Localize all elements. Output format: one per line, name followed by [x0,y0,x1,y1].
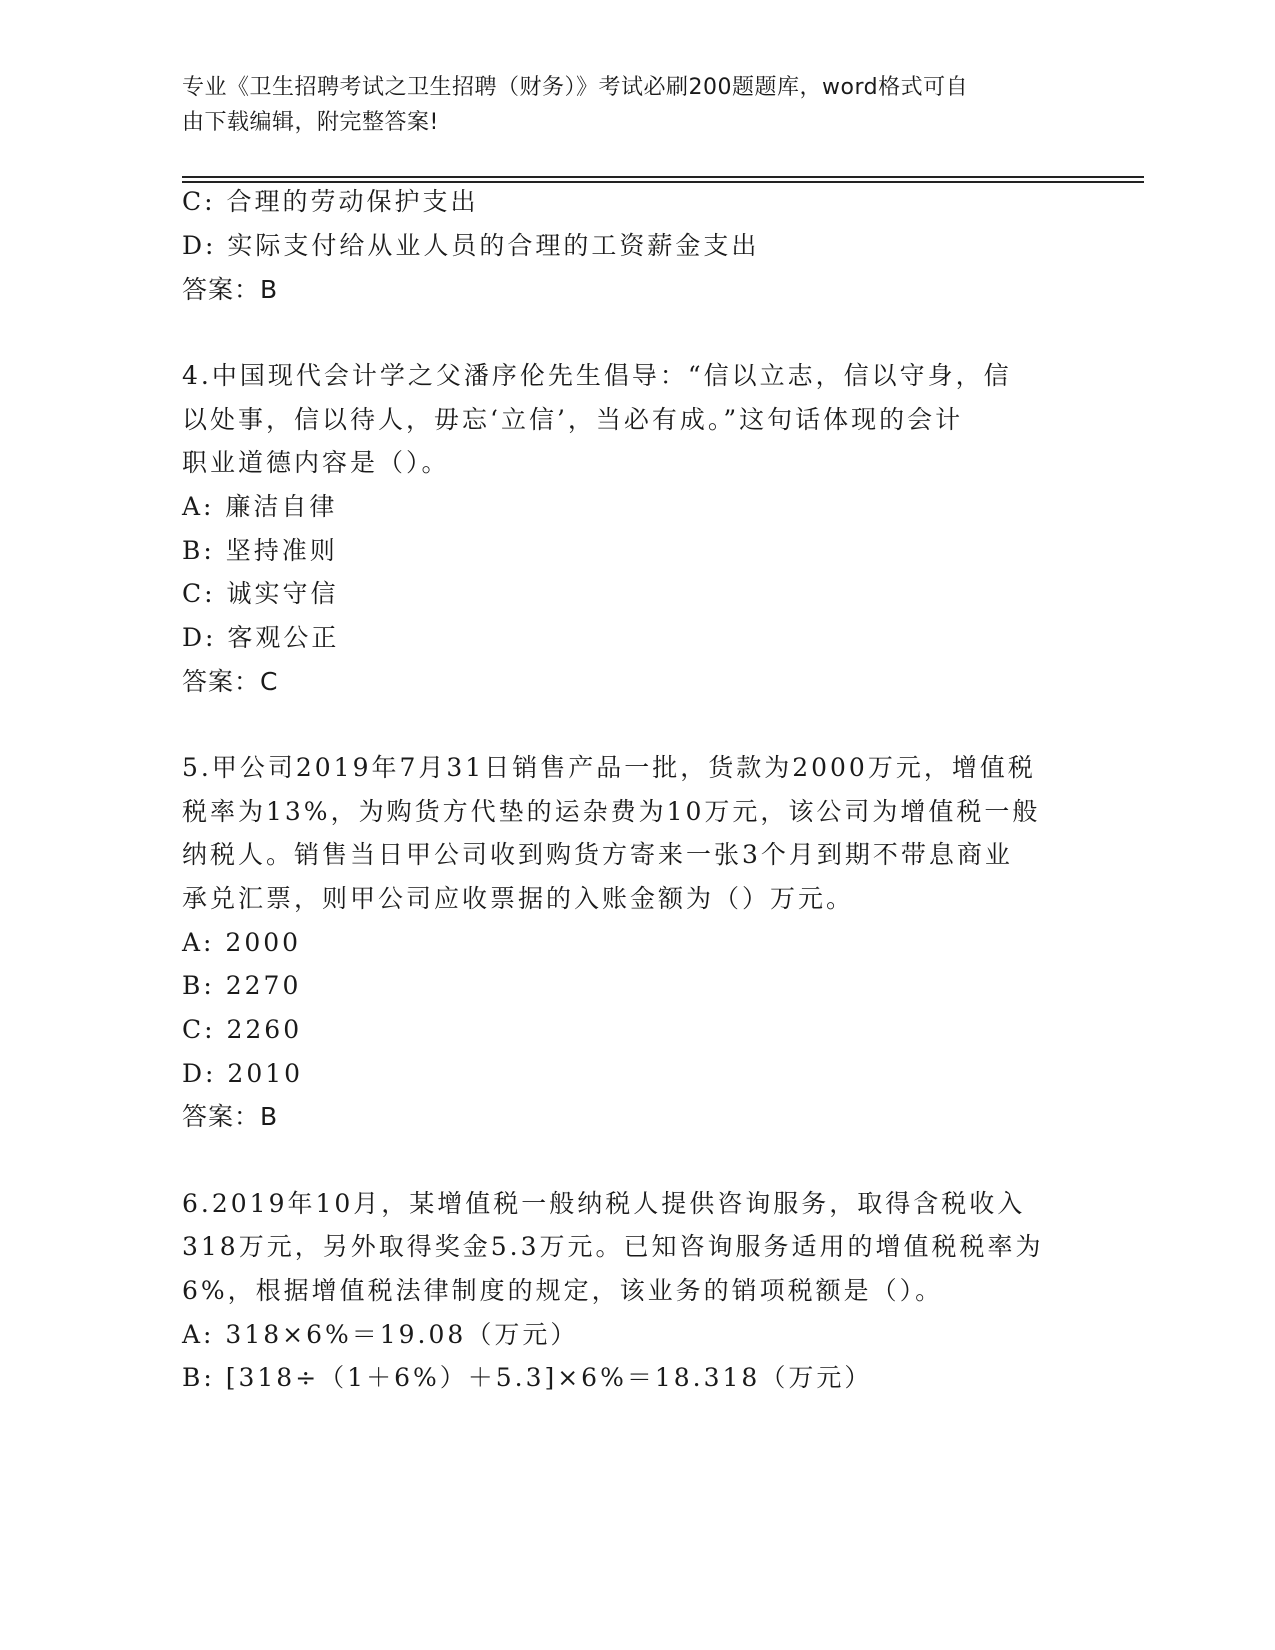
option-d: D: 2010 [182,1059,304,1088]
option-c: C: 诚实守信 [182,579,339,608]
question-text: 纳税人。销售当日甲公司收到购货方寄来一张3个月到期不带息商业 [182,840,1013,869]
question-text: 承兑汇票，则甲公司应收票据的入账金额为（）万元。 [182,884,855,913]
header-line: 专业《卫生招聘考试之卫生招聘（财务）》考试必刷200题题库，word格式可自 [182,75,969,100]
header-divider [182,176,1144,178]
option-c: C: 合理的劳动保护支出 [182,187,479,216]
question-text: 6.2019年10月，某增值税一般纳税人提供咨询服务，取得含税收入 [182,1189,1026,1218]
option-c: C: 2260 [182,1015,303,1044]
question-text: 6%，根据增值税法律制度的规定，该业务的销项税额是（）。 [182,1276,944,1305]
question-text: 5.甲公司2019年7月31日销售产品一批，货款为2000万元，增值税 [182,753,1036,782]
option-b: B: [318÷（1＋6%）＋5.3]×6%＝18.318（万元） [182,1363,873,1392]
question-text: 职业道德内容是（）。 [182,448,450,477]
option-a: A: 廉洁自律 [182,492,338,521]
option-b: B: 坚持准则 [182,536,338,565]
answer: 答案：B [182,1102,279,1131]
option-a: A: 318×6%＝19.08（万元） [182,1320,579,1349]
option-d: D: 实际支付给从业人员的合理的工资薪金支出 [182,231,760,260]
answer: 答案：C [182,667,279,696]
document-header [182,70,1042,140]
header-line: 由下载编辑，附完整答案! [182,110,439,135]
question-text: 税率为13%，为购货方代垫的运杂费为10万元，该公司为增值税一般 [182,797,1041,826]
header-divider [182,181,1144,183]
option-d: D: 客观公正 [182,623,340,652]
question-text: 318万元，另外取得奖金5.3万元。已知咨询服务适用的增值税税率为 [182,1232,1044,1261]
answer: 答案：B [182,275,279,304]
option-a: A: 2000 [182,928,302,957]
option-b: B: 2270 [182,971,302,1000]
question-text: 4.中国现代会计学之父潘序伦先生倡导：“信以立志，信以守身，信 [182,361,1012,390]
question-text: 以处事，信以待人，毋忘‘立信’，当必有成。”这句话体现的会计 [182,405,964,434]
